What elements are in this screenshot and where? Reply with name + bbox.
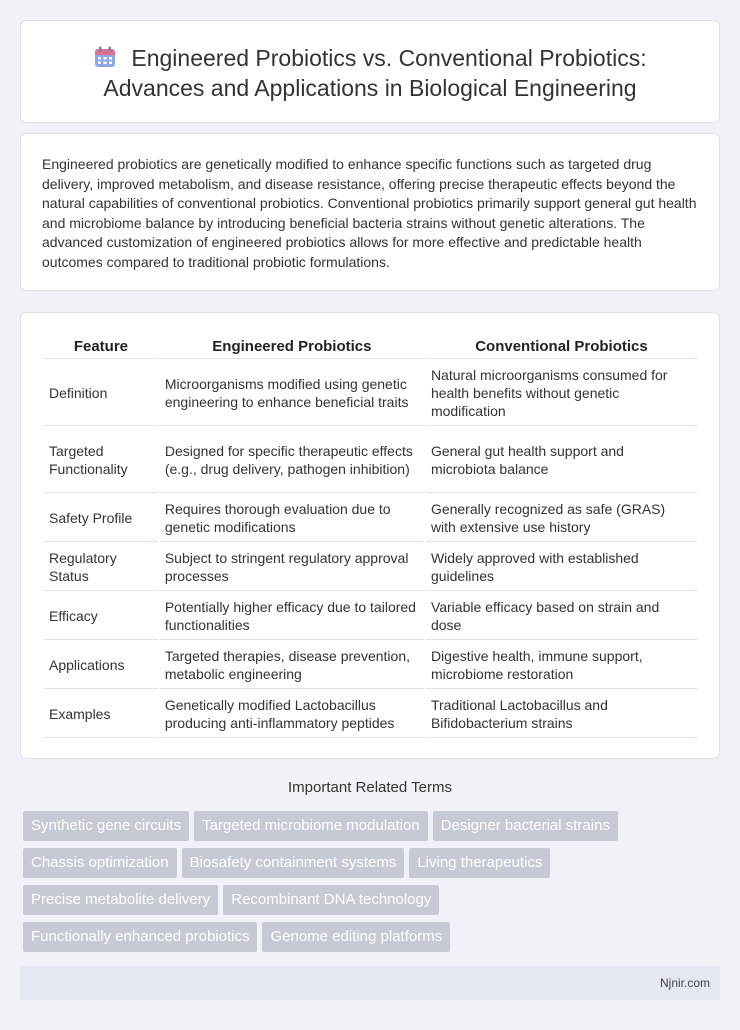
conventional-cell: Natural microorganisms consumed for health benefits without genetic modification	[426, 361, 697, 426]
page-title	[21, 43, 719, 103]
engineered-cell: Subject to stringent regulatory approval processes	[160, 544, 424, 591]
tag-row	[23, 848, 723, 885]
title-line-1: Engineered Probiotics vs. Conventional Probiotics:	[131, 45, 647, 71]
related-term-tag[interactable]: Recombinant DNA technology	[223, 885, 439, 915]
related-term-tag[interactable]: Targeted microbiome modulation	[194, 811, 428, 841]
feature-cell: Targeted Functionality	[44, 428, 158, 493]
title-line-2: Advances and Applications in Biological Engineering	[103, 75, 637, 101]
header-feature: Feature	[44, 335, 158, 359]
feature-cell: Safety Profile	[44, 495, 158, 542]
table-row	[44, 495, 697, 542]
comparison-table-card	[20, 312, 720, 759]
conventional-cell: Variable efficacy based on strain and dose	[426, 593, 697, 640]
related-terms-heading: Important Related Terms	[288, 779, 452, 796]
conventional-cell: Digestive health, immune support, microbiome restoration	[426, 642, 697, 689]
footer	[20, 966, 720, 1000]
table-row	[44, 361, 697, 426]
table-row	[44, 428, 697, 493]
related-terms-list	[23, 811, 723, 959]
table-row	[44, 691, 697, 738]
table-header-row	[44, 335, 697, 359]
engineered-cell: Genetically modified Lactobacillus producing anti-inflammatory peptides	[160, 691, 424, 738]
engineered-cell: Requires thorough evaluation due to genetic modifications	[160, 495, 424, 542]
feature-cell: Definition	[44, 361, 158, 426]
engineered-cell: Microorganisms modified using genetic engineering to enhance beneficial traits	[160, 361, 424, 426]
related-term-tag[interactable]: Designer bacterial strains	[433, 811, 618, 841]
related-term-tag[interactable]: Living therapeutics	[409, 848, 550, 878]
related-term-tag[interactable]: Synthetic gene circuits	[23, 811, 189, 841]
conventional-cell: General gut health support and microbiota balance	[426, 428, 697, 493]
feature-cell: Efficacy	[44, 593, 158, 640]
related-term-tag[interactable]: Genome editing platforms	[262, 922, 450, 952]
comparison-table	[42, 333, 699, 740]
tag-row	[23, 885, 723, 922]
calendar-icon	[93, 45, 117, 69]
feature-cell: Regulatory Status	[44, 544, 158, 591]
table-row	[44, 544, 697, 591]
title-card	[20, 20, 720, 123]
header-conventional: Conventional Probiotics	[426, 335, 697, 359]
conventional-cell: Traditional Lactobacillus and Bifidobacterium strains	[426, 691, 697, 738]
related-term-tag[interactable]: Functionally enhanced probiotics	[23, 922, 257, 952]
engineered-cell: Potentially higher efficacy due to tailored functionalities	[160, 593, 424, 640]
tag-row	[23, 811, 723, 848]
conventional-cell: Generally recognized as safe (GRAS) with extensive use history	[426, 495, 697, 542]
table-row	[44, 642, 697, 689]
conventional-cell: Widely approved with established guidelines	[426, 544, 697, 591]
table-row	[44, 593, 697, 640]
header-engineered: Engineered Probiotics	[160, 335, 424, 359]
footer-site-name[interactable]: Njnir.com	[659, 976, 710, 990]
tag-row	[23, 922, 723, 959]
intro-paragraph: Engineered probiotics are genetically modified to enhance specific functions such as targeted drug delivery, improved metabolism, and disease resistance, offering precise therapeutic effects beyond the natural capabilities of conventional probiotics. Conventional probiotics primarily support general gut health and microbiome balance by introducing beneficial bacteria strains without genetic alterations. The advanced customization of engineered probiotics allows for more effective and predictable health outcomes compared to traditional probiotic formulations.	[42, 156, 697, 270]
related-term-tag[interactable]: Precise metabolite delivery	[23, 885, 218, 915]
intro-card	[20, 133, 720, 291]
related-term-tag[interactable]: Biosafety containment systems	[182, 848, 405, 878]
engineered-cell: Designed for specific therapeutic effects (e.g., drug delivery, pathogen inhibition)	[160, 428, 424, 493]
related-term-tag[interactable]: Chassis optimization	[23, 848, 177, 878]
engineered-cell: Targeted therapies, disease prevention, metabolic engineering	[160, 642, 424, 689]
feature-cell: Examples	[44, 691, 158, 738]
feature-cell: Applications	[44, 642, 158, 689]
